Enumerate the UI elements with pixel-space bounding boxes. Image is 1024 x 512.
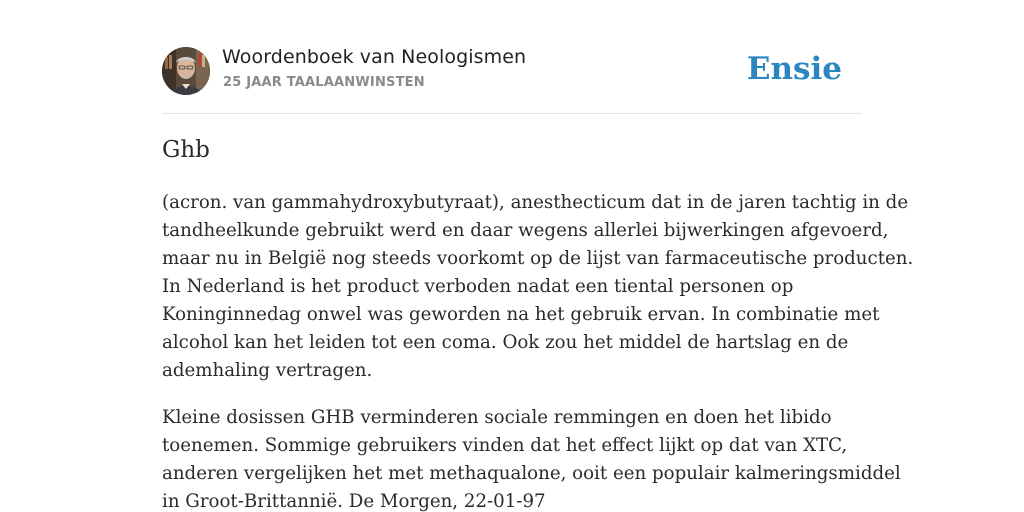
text-line: Koninginnedag onwel was geworden na het gebruik ervan. In combinatie met [162, 304, 880, 325]
header-divider [162, 113, 862, 114]
brand-logo[interactable]: Ensie [746, 51, 842, 87]
definition-paragraph [162, 189, 914, 385]
text-line: ademhaling vertragen. [162, 360, 373, 381]
author-portrait-icon [162, 47, 210, 95]
text-line: tandheelkunde gebruikt werd en daar wegens allerlei bijwerkingen afgevoerd, [162, 220, 889, 241]
text-line: Kleine dosissen GHB verminderen sociale remmingen en doen het libido [162, 407, 832, 428]
entry-title: Ghb [162, 137, 210, 163]
site-title[interactable]: Woordenboek van Neologismen [222, 46, 527, 68]
text-line: alcohol kan het leiden tot een coma. Ook zou het middel de hartslag en de [162, 332, 849, 353]
text-line: maar nu in België nog steeds voorkomt op de lijst van farmaceutische producten. [162, 248, 914, 269]
entry-content [162, 189, 914, 512]
avatar[interactable] [162, 47, 210, 95]
site-subtitle: 25 JAAR TAALAANWINSTEN [223, 75, 425, 90]
text-line: in Groot-Brittannië. De Morgen, 22-01-97 [162, 491, 546, 512]
quote-paragraph [162, 404, 901, 512]
text-line: (acron. van gammahydroxybutyraat), anesthecticum dat in de jaren tachtig in de [162, 192, 909, 213]
text-line: In Nederland is het product verboden nadat een tiental personen op [162, 276, 794, 297]
text-line: toenemen. Sommige gebruikers vinden dat het effect lijkt op dat van XTC, [162, 435, 848, 456]
text-line: anderen vergelijken het met methaqualone, ooit een populair kalmeringsmiddel [162, 463, 901, 484]
site-header [162, 46, 862, 96]
